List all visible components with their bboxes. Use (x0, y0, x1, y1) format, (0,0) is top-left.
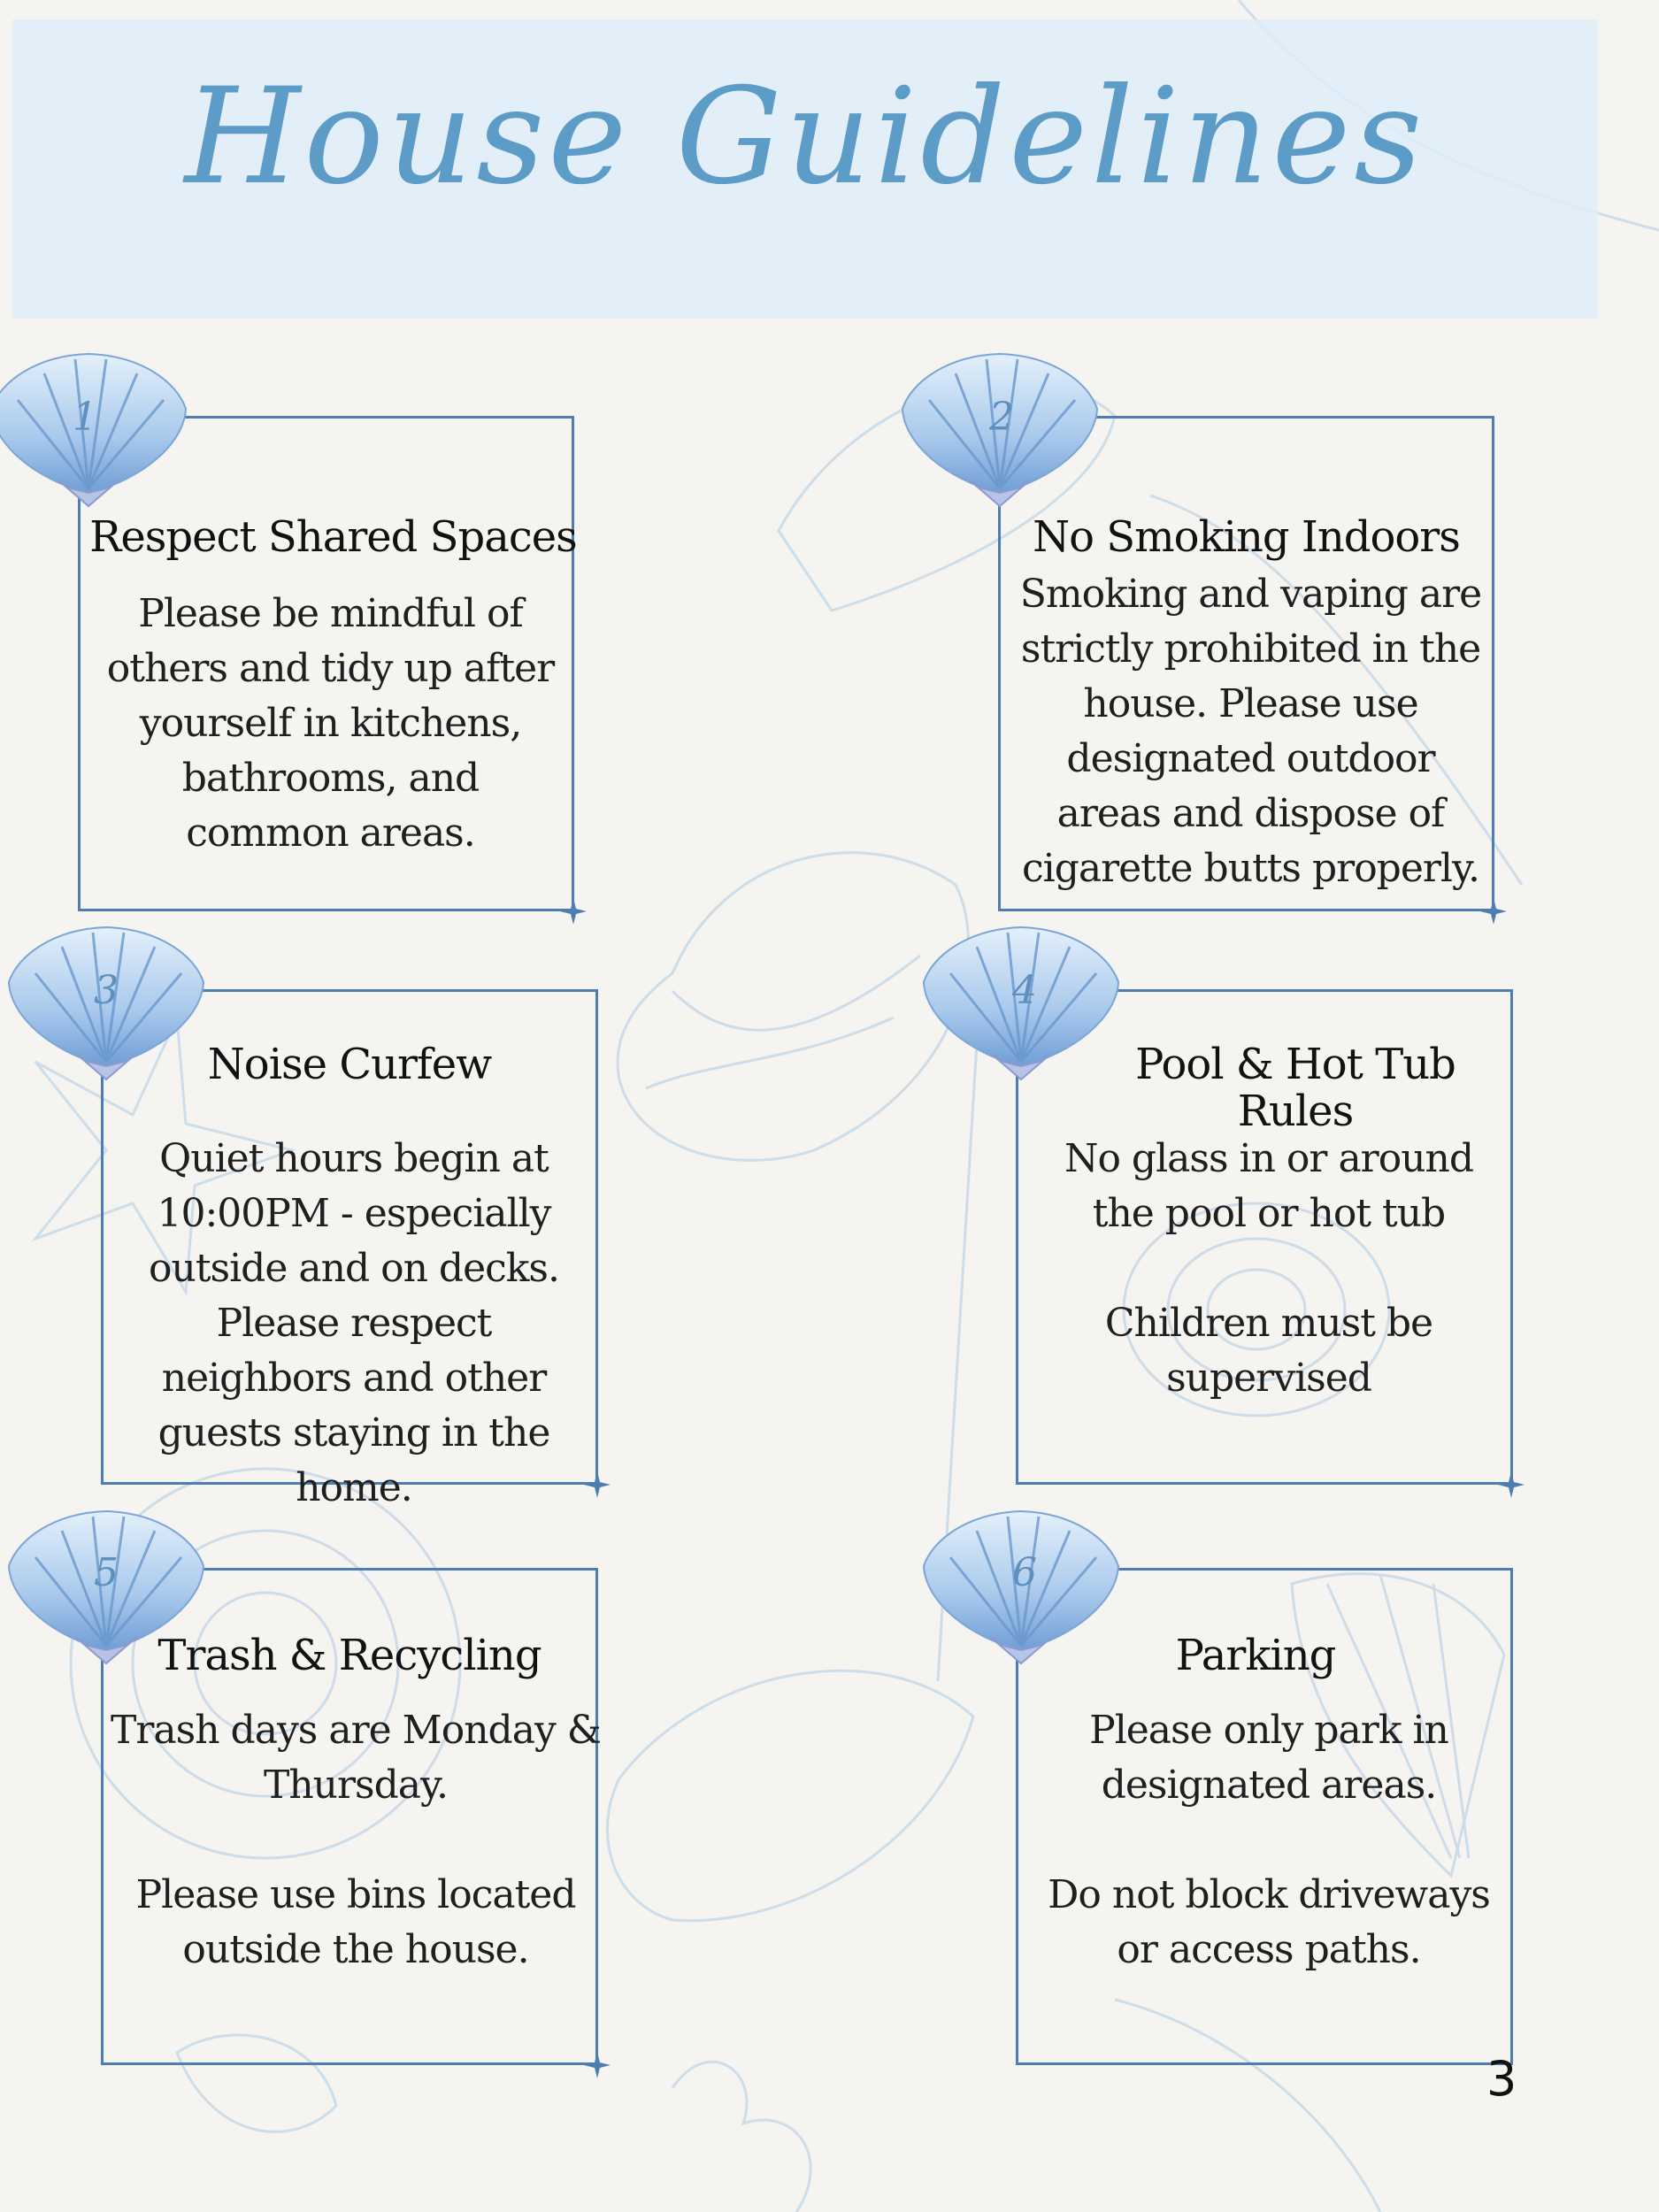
page-title: House Guidelines (184, 60, 1426, 214)
guideline-body (1018, 567, 1483, 896)
guideline-number: 4 (1012, 968, 1037, 1013)
sparkle-icon (1480, 898, 1507, 925)
sparkle-icon (584, 1471, 611, 1498)
sparkle-icon (1498, 1471, 1525, 1498)
guideline-number: 6 (1012, 1550, 1037, 1595)
guideline-text: Please only park in designated areas. (1089, 1708, 1448, 1808)
guideline-body (104, 1703, 608, 1978)
guideline-title: Respect Shared Spaces (89, 512, 577, 562)
header-banner (12, 19, 1598, 319)
guideline-body (98, 587, 563, 861)
guideline-title: Noise Curfew (207, 1040, 492, 1089)
guideline-body (1036, 1132, 1502, 1406)
guideline-text: Children must be supervised (1104, 1301, 1433, 1401)
guideline-title: Pool & Hot Tub Rules (1135, 1040, 1455, 1136)
guideline-text: Please be mindful of others and tidy up after yourself in kitchens, bathrooms, and common areas. (106, 591, 555, 856)
guideline-number: 2 (989, 395, 1014, 440)
guideline-body (1036, 1703, 1502, 1978)
guideline-number: 3 (94, 968, 119, 1013)
guideline-body (121, 1132, 587, 1516)
guideline-text: Quiet hours begin at 10:00PM - especially outside and on decks. Please respect neighbors and other guests staying in the home. (149, 1136, 559, 1510)
guideline-text: Please use bins located outside the house. (135, 1872, 576, 1972)
sparkle-icon (560, 898, 587, 925)
guideline-text: Do not block driveways or access paths. (1048, 1872, 1490, 1972)
guideline-text: Trash days are Monday & Thursday. (111, 1708, 601, 1808)
guideline-number: 5 (94, 1550, 119, 1595)
guideline-number: 1 (73, 395, 97, 440)
guideline-text: Smoking and vaping are strictly prohibited in the house. Please use designated outdoor areas and dispose of cigarette butts properly. (1019, 572, 1482, 891)
sparkle-icon (584, 2052, 611, 2078)
guideline-text: No glass in or around the pool or hot tub (1064, 1136, 1474, 1236)
seashell-icon (0, 347, 195, 515)
guideline-title: Parking (1175, 1631, 1336, 1680)
page-number: 3 (1486, 2051, 1517, 2107)
guideline-title: No Smoking Indoors (1033, 512, 1460, 562)
guideline-title: Trash & Recycling (157, 1631, 541, 1680)
